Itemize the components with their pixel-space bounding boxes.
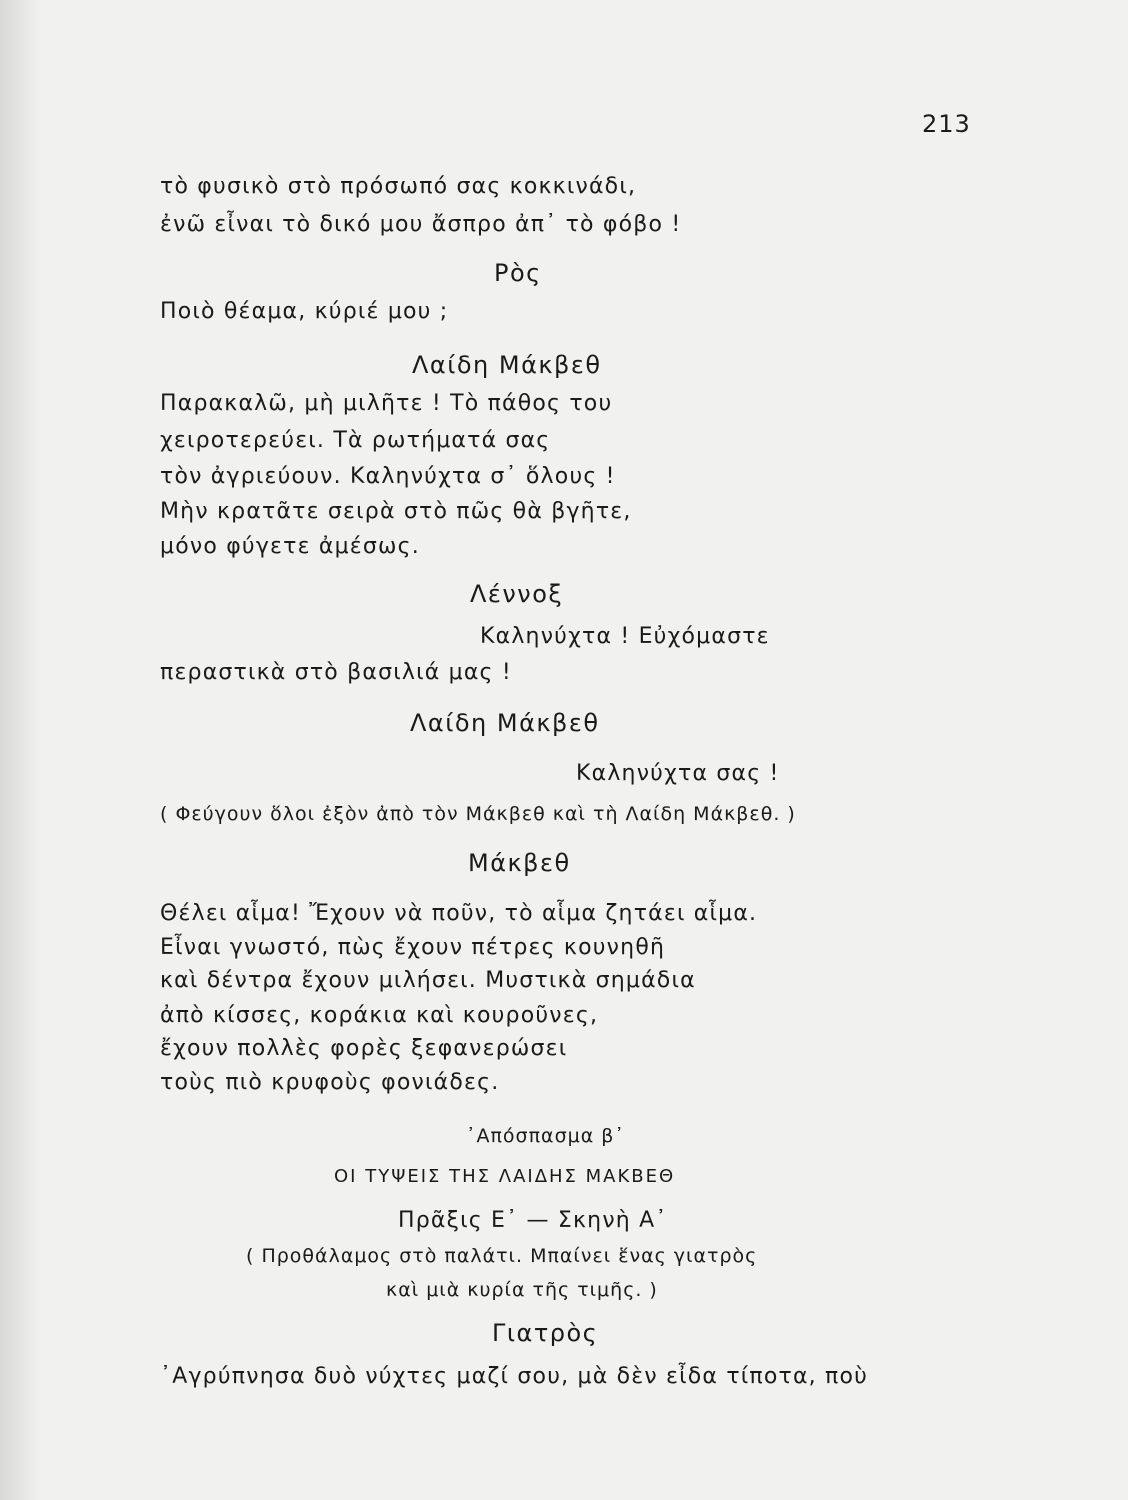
- verse-line: Μὴν κρατᾶτε σειρὰ στὸ πῶς θὰ βγῆτε,: [160, 499, 632, 524]
- verse-line: ἔχουν πολλὲς φορὲς ξεφανερώσει: [160, 1036, 568, 1061]
- act-scene-heading: Πρᾶξις Ε᾽ — Σκηνὴ Α᾽: [398, 1208, 668, 1233]
- verse-line: Ποιὸ θέαμα, κύριέ μου ;: [160, 299, 449, 324]
- stage-direction: ( Φεύγουν ὅλοι ἐξὸν ἀπὸ τὸν Μάκβεθ καὶ τὴ Λαίδη Μάκβεθ. ): [160, 803, 796, 825]
- speaker-name-lady-macbeth: Λαίδη Μάκβεθ: [412, 351, 602, 379]
- stage-direction: ( Προθάλαμος στὸ παλάτι. Μπαίνει ἕνας γιατρὸς: [246, 1245, 758, 1267]
- verse-line: καὶ δέντρα ἔχουν μιλήσει. Μυστικὰ σημάδια: [160, 968, 696, 993]
- verse-line: ᾽Αγρύπνησα δυὸ νύχτες μαζί σου, μὰ δὲν εἶδα τίποτα, ποὺ: [160, 1364, 869, 1389]
- verse-line: ἐνῶ εἶναι τὸ δικό μου ἄσπρο ἀπ᾽ τὸ φόβο !: [160, 212, 682, 237]
- speaker-name-lennox: Λέννοξ: [470, 580, 564, 608]
- verse-line: τὸ φυσικὸ στὸ πρόσωπό σας κοκκινάδι,: [160, 174, 637, 199]
- verse-line: ἀπὸ κίσσες, κοράκια καὶ κουροῦνες,: [160, 1003, 599, 1028]
- verse-line: Εἶναι γνωστό, πὼς ἔχουν πέτρες κουνηθῆ: [160, 935, 666, 960]
- speaker-name-lady-macbeth: Λαίδη Μάκβεθ: [410, 709, 600, 737]
- excerpt-title: ΟΙ ΤΥΨΕΙΣ ΤΗΣ ΛΑΙΔΗΣ ΜΑΚΒΕΘ: [334, 1166, 676, 1187]
- verse-line: χειροτερεύει. Τὰ ρωτήματά σας: [160, 428, 551, 453]
- verse-line: τὸν ἀγριεύουν. Καληνύχτα σ᾽ ὅλους !: [160, 464, 616, 489]
- verse-line: Καληνύχτα σας !: [576, 761, 780, 786]
- verse-line: Παρακαλῶ, μὴ μιλῆτε ! Τὸ πάθος του: [160, 391, 613, 416]
- excerpt-label: ᾽Απόσπασμα β᾽: [466, 1125, 625, 1147]
- verse-line: Θέλει αἷμα! Ἔχουν νὰ ποῦν, τὸ αἷμα ζητάει αἷμα.: [160, 901, 758, 926]
- page-edge-shadow: [0, 0, 40, 1500]
- page-number: 213: [922, 110, 971, 138]
- verse-line: τοὺς πιὸ κρυφοὺς φονιάδες.: [160, 1070, 500, 1095]
- speaker-name-ros: Ρὸς: [494, 259, 542, 287]
- verse-line: περαστικὰ στὸ βασιλιά μας !: [160, 660, 512, 685]
- verse-line: μόνο φύγετε ἀμέσως.: [160, 534, 420, 559]
- speaker-name-doctor: Γιατρὸς: [492, 1319, 599, 1347]
- speaker-name-macbeth: Μάκβεθ: [468, 849, 571, 877]
- stage-direction: καὶ μιὰ κυρία τῆς τιμῆς. ): [386, 1279, 658, 1301]
- verse-line: Καληνύχτα ! Εὐχόμαστε: [480, 624, 770, 649]
